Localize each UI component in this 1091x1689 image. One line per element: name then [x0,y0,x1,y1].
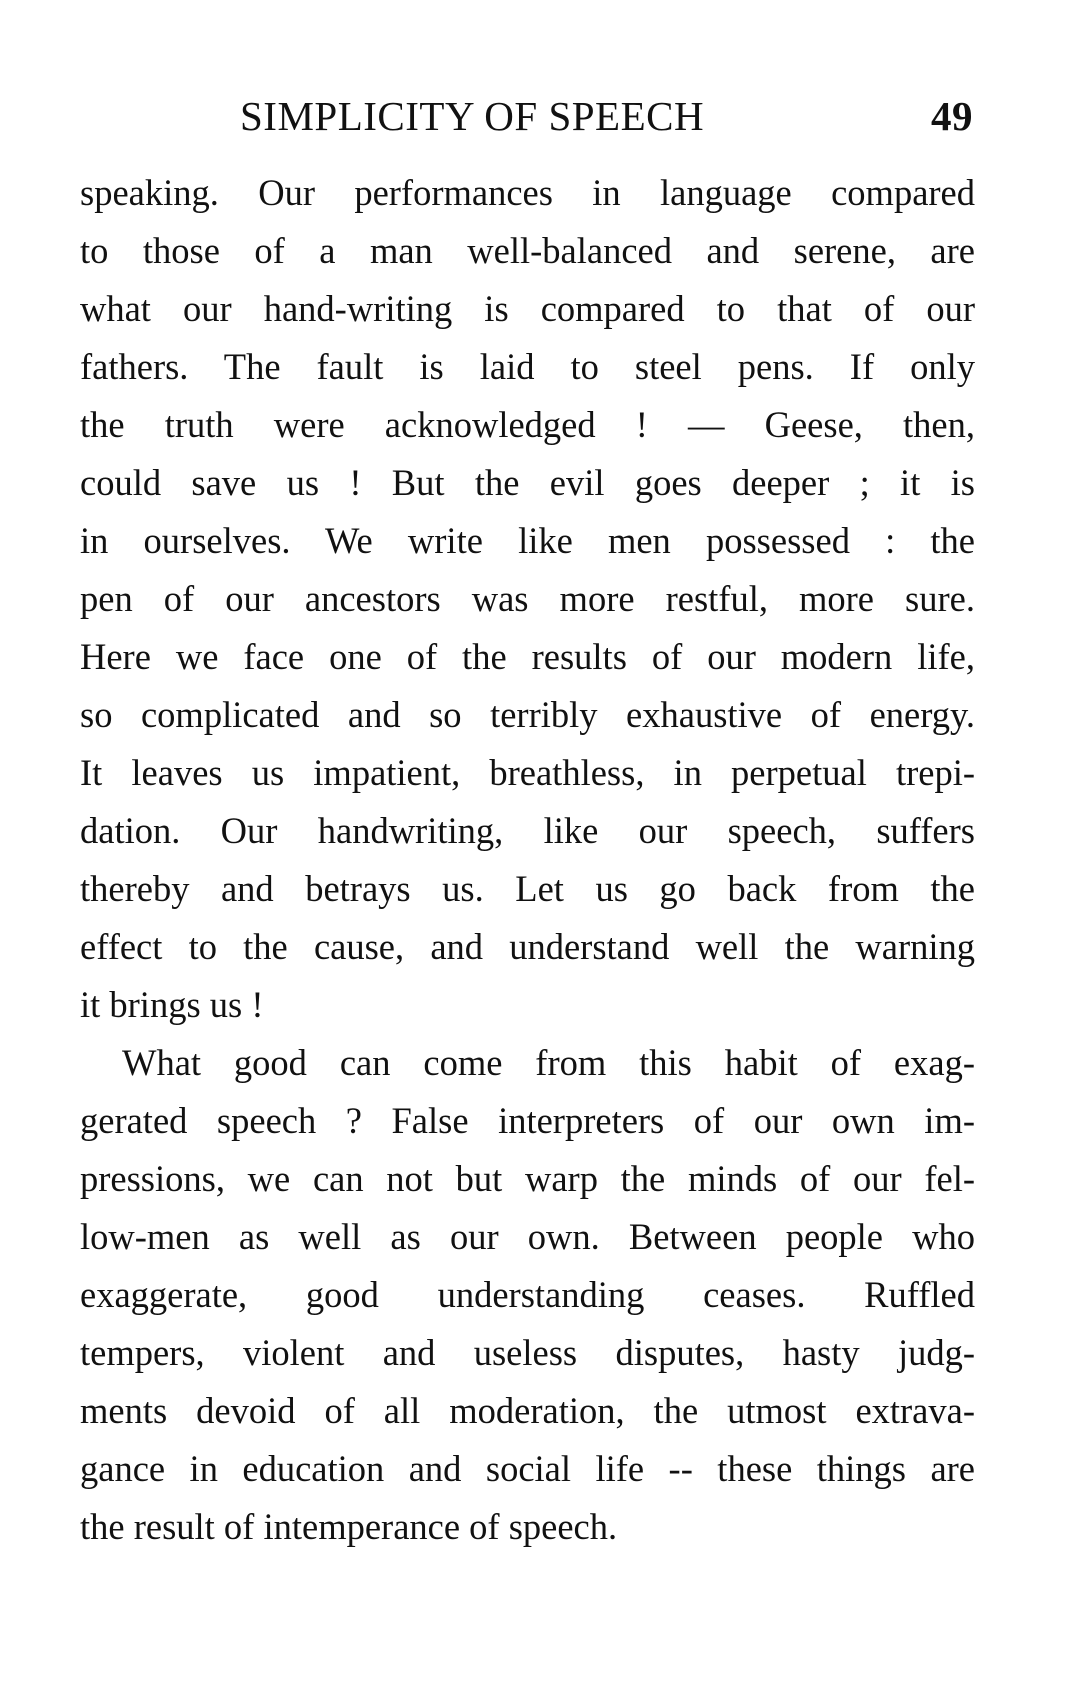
page-number: 49 [931,93,973,139]
text-line: the truth were acknowledged ! — Geese, then, [80,404,975,445]
text-line: pen of our ancestors was more restful, more sure. [80,578,975,619]
text-line: low-men as well as our own. Between people who [80,1216,975,1257]
text-line: in ourselves. We write like men possessed : the [80,520,975,561]
text-line: it brings us ! [80,984,264,1025]
text-line: Here we face one of the results of our modern life, [80,636,975,677]
text-line: What good can come from this habit of exag- [122,1042,975,1083]
text-line: so complicated and so terribly exhaustive of energy. [80,694,975,735]
text-line: speaking. Our performances in language compared [80,172,975,213]
text-line: exaggerate, good understanding ceases. Ruffled [80,1274,975,1315]
text-line: thereby and betrays us. Let us go back from the [80,868,975,909]
text-line: gerated speech ? False interpreters of our own im- [80,1100,975,1141]
text-line: pressions, we can not but warp the minds of our fel- [80,1158,975,1199]
paragraph-2 [80,1034,975,1556]
text-line: what our hand-writing is compared to that of our [80,288,975,329]
text-line: gance in education and social life -- these things are [80,1448,975,1489]
text-line: tempers, violent and useless disputes, hasty judg- [80,1332,975,1373]
text-line: ments devoid of all moderation, the utmost extrava- [80,1390,975,1431]
text-line: fathers. The fault is laid to steel pens. If only [80,346,975,387]
running-head [80,86,980,146]
text-line: could save us ! But the evil goes deeper ; it is [80,462,975,503]
text-line: the result of intemperance of speech. [80,1506,618,1547]
body-text [80,164,975,1556]
text-line: dation. Our handwriting, like our speech, suffers [80,810,975,851]
text-line: to those of a man well-balanced and serene, are [80,230,975,271]
text-line: effect to the cause, and understand well the warning [80,926,975,967]
paragraph-1 [80,164,975,1034]
text-line: It leaves us impatient, breathless, in perpetual trepi- [80,752,975,793]
chapter-title: SIMPLICITY OF SPEECH [240,93,705,139]
